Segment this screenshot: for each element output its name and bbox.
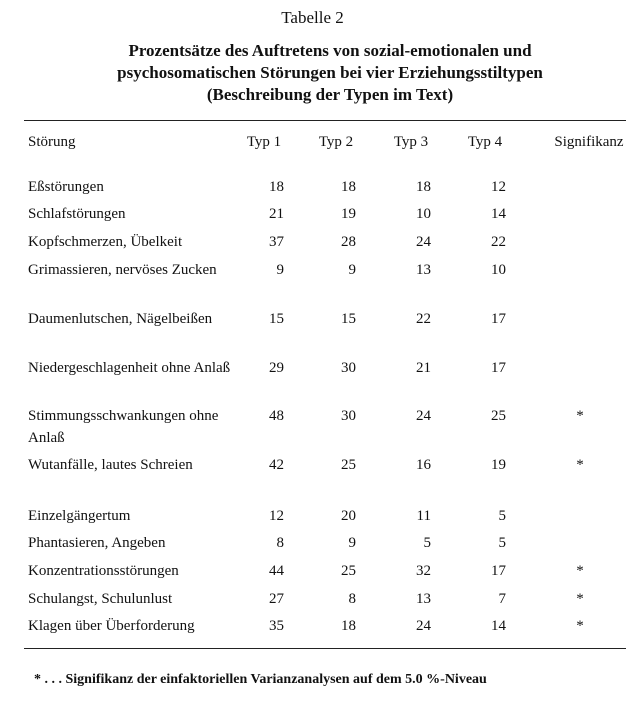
value-typ2: 15 bbox=[341, 311, 356, 327]
row-name: Wutanfälle, lautes Schreien bbox=[28, 457, 193, 473]
header-signifikanz: Signifikanz bbox=[554, 134, 624, 150]
value-typ2: 28 bbox=[341, 234, 356, 250]
header-typ1: Typ 1 bbox=[246, 134, 282, 150]
value-typ2: 18 bbox=[341, 179, 356, 195]
footnote: * . . . Signifikanz der einfaktoriellen Varianzanalysen auf dem 5.0 %-Niveau bbox=[34, 672, 487, 687]
top-rule bbox=[24, 120, 626, 121]
value-typ1: 35 bbox=[269, 618, 284, 634]
value-typ3: 24 bbox=[416, 618, 431, 634]
value-typ2: 25 bbox=[341, 563, 356, 579]
header-typ2: Typ 2 bbox=[318, 134, 354, 150]
value-typ4: 17 bbox=[491, 311, 506, 327]
bottom-rule bbox=[24, 648, 626, 649]
value-typ3: 24 bbox=[416, 408, 431, 424]
value-typ4: 5 bbox=[498, 508, 506, 524]
value-typ4: 22 bbox=[491, 234, 506, 250]
header-typ4: Typ 4 bbox=[467, 134, 503, 150]
value-signifikanz: * bbox=[576, 563, 584, 579]
value-typ1: 27 bbox=[269, 591, 284, 607]
row-name: Schlafstörungen bbox=[28, 206, 126, 222]
value-typ2: 8 bbox=[348, 591, 356, 607]
value-typ4: 14 bbox=[491, 206, 506, 222]
value-typ1: 21 bbox=[269, 206, 284, 222]
value-typ4: 17 bbox=[491, 360, 506, 376]
value-typ1: 18 bbox=[269, 179, 284, 195]
value-signifikanz: * bbox=[576, 618, 584, 634]
value-typ1: 12 bbox=[269, 508, 284, 524]
value-typ4: 17 bbox=[491, 563, 506, 579]
header-typ3: Typ 3 bbox=[393, 134, 429, 150]
value-typ3: 24 bbox=[416, 234, 431, 250]
value-typ3: 21 bbox=[416, 360, 431, 376]
table-label: Tabelle 2 bbox=[281, 8, 344, 27]
value-typ1: 37 bbox=[269, 234, 284, 250]
value-typ4: 5 bbox=[498, 535, 506, 551]
value-typ2: 30 bbox=[341, 408, 356, 424]
row-name: Konzentrationsstörungen bbox=[28, 563, 179, 579]
row-name: Phantasieren, Angeben bbox=[28, 535, 166, 551]
value-typ4: 25 bbox=[491, 408, 506, 424]
value-typ4: 12 bbox=[491, 179, 506, 195]
value-typ3: 32 bbox=[416, 563, 431, 579]
value-typ3: 18 bbox=[416, 179, 431, 195]
value-typ3: 5 bbox=[423, 535, 431, 551]
value-typ4: 10 bbox=[491, 262, 506, 278]
value-typ4: 19 bbox=[491, 457, 506, 473]
value-typ2: 9 bbox=[348, 535, 356, 551]
row-name: Stimmungsschwankungen ohne Anlaß bbox=[28, 408, 219, 446]
value-typ2: 20 bbox=[341, 508, 356, 524]
value-typ1: 9 bbox=[276, 262, 284, 278]
table-header-row bbox=[0, 134, 641, 154]
row-name: Einzelgängertum bbox=[28, 508, 131, 524]
row-name: Niedergeschlagenheit ohne Anlaß bbox=[28, 360, 231, 376]
row-name: Kopfschmerzen, Übelkeit bbox=[28, 234, 183, 250]
value-typ2: 9 bbox=[348, 262, 356, 278]
value-typ4: 14 bbox=[491, 618, 506, 634]
row-name: Schulangst, Schulunlust bbox=[28, 591, 173, 607]
value-typ3: 10 bbox=[416, 206, 431, 222]
value-typ2: 25 bbox=[341, 457, 356, 473]
value-signifikanz: * bbox=[576, 591, 584, 607]
value-typ3: 11 bbox=[416, 508, 431, 524]
caption-line: (Beschreibung der Typen im Text) bbox=[206, 85, 454, 104]
value-typ4: 7 bbox=[498, 591, 506, 607]
table-caption bbox=[60, 40, 600, 106]
caption-line: psychosomatischen Störungen bei vier Erziehungsstiltypen bbox=[117, 63, 543, 82]
row-name: Eßstörungen bbox=[28, 179, 104, 195]
value-typ1: 29 bbox=[269, 360, 284, 376]
caption-line: Prozentsätze des Auftretens von sozial-emotionalen und bbox=[128, 41, 532, 60]
value-typ2: 30 bbox=[341, 360, 356, 376]
value-typ2: 18 bbox=[341, 618, 356, 634]
header-stoerung: Störung bbox=[28, 134, 76, 150]
value-typ1: 42 bbox=[269, 457, 284, 473]
row-name: Grimassieren, nervöses Zucken bbox=[28, 262, 217, 278]
value-typ3: 13 bbox=[416, 262, 431, 278]
value-typ1: 44 bbox=[269, 563, 284, 579]
value-signifikanz: * bbox=[576, 457, 584, 473]
value-typ1: 48 bbox=[269, 408, 284, 424]
row-name: Daumenlutschen, Nägelbeißen bbox=[28, 311, 213, 327]
value-typ3: 16 bbox=[416, 457, 431, 473]
value-typ1: 15 bbox=[269, 311, 284, 327]
value-typ3: 13 bbox=[416, 591, 431, 607]
value-signifikanz: * bbox=[576, 408, 584, 424]
value-typ3: 22 bbox=[416, 311, 431, 327]
value-typ2: 19 bbox=[341, 206, 356, 222]
value-typ1: 8 bbox=[276, 535, 284, 551]
row-name: Klagen über Überforderung bbox=[28, 618, 195, 634]
